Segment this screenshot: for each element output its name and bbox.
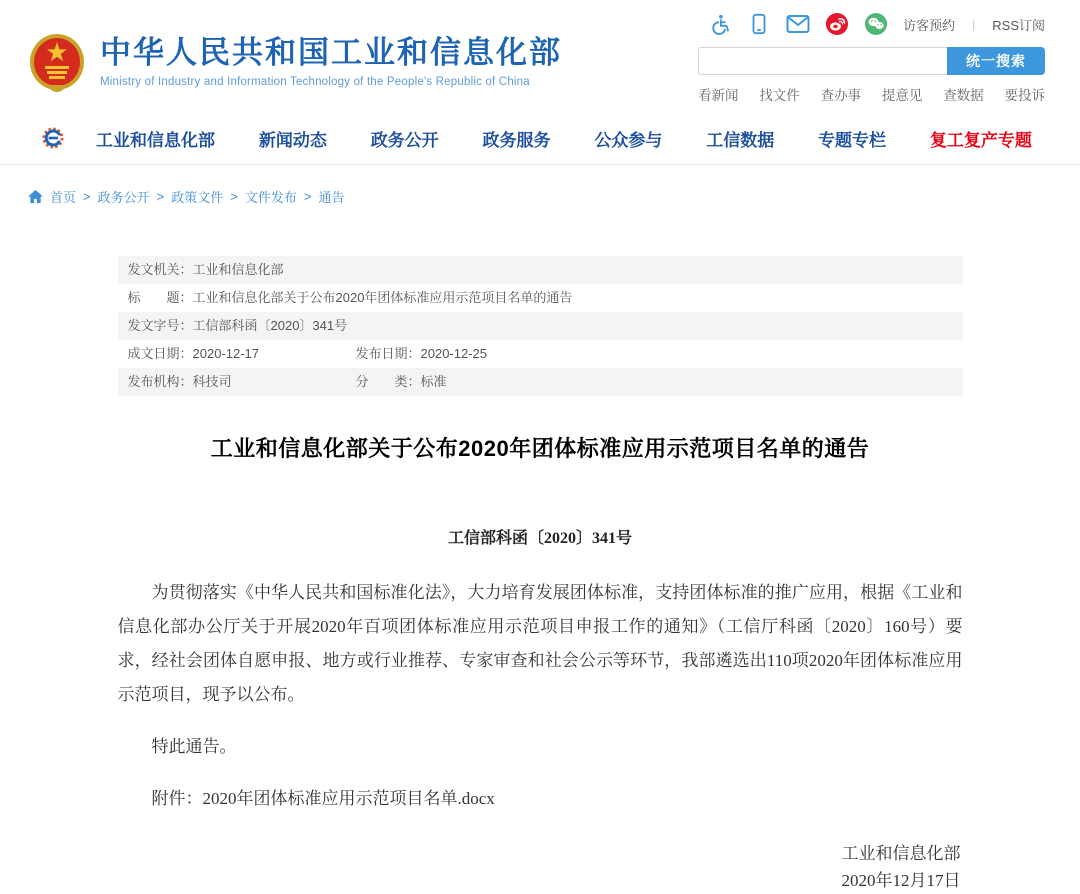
rss-subscribe-link[interactable]: RSS订阅 — [992, 17, 1045, 33]
mobile-icon[interactable] — [747, 12, 771, 36]
meta-value: 工业和信息化部关于公布2020年团体标准应用示范项目名单的通告 — [192, 290, 573, 305]
meta-row-issuing-authority — [118, 256, 963, 284]
breadcrumb-gov-disclosure[interactable]: 政务公开 — [97, 190, 150, 205]
breadcrumb-file-release[interactable]: 文件发布 — [244, 190, 297, 205]
search-input[interactable] — [698, 47, 947, 75]
document-meta-table — [118, 256, 963, 396]
breadcrumb-separator: > — [303, 189, 312, 204]
document-number: 工信部科函〔2020〕341号 — [447, 530, 632, 547]
meta-row-dates — [118, 340, 963, 368]
wechat-icon[interactable] — [864, 12, 888, 36]
weibo-icon[interactable] — [825, 12, 849, 36]
email-icon[interactable] — [786, 12, 810, 36]
nav-item-special-topics[interactable]: 专题专栏 — [818, 130, 887, 150]
signature-date: 2020年12月17日 — [841, 871, 961, 890]
breadcrumb-separator: > — [230, 189, 238, 204]
site-title: 中华人民共和国工业和信息化部 — [100, 35, 562, 70]
signature-org: 工业和信息化部 — [841, 844, 961, 863]
meta-label: 分 类： — [355, 374, 421, 389]
breadcrumb-policy-files[interactable]: 政策文件 — [171, 190, 224, 205]
nav-item-gov-services[interactable]: 政务服务 — [482, 130, 551, 150]
visitor-appointment-link[interactable]: 访客预约 — [903, 17, 956, 33]
site-logo-block[interactable] — [28, 33, 562, 95]
meta-row-title — [118, 284, 963, 312]
breadcrumb-home[interactable]: 首页 — [50, 190, 77, 205]
nav-item-gov-disclosure[interactable]: 政务公开 — [370, 130, 439, 150]
meta-label: 发布机构： — [127, 374, 193, 389]
quick-link-files[interactable]: 找文件 — [759, 88, 800, 103]
meta-label: 发布日期： — [355, 346, 421, 361]
breadcrumb — [28, 187, 1080, 206]
breadcrumb-notice[interactable]: 通告 — [318, 190, 345, 205]
meta-label: 标 题： — [127, 290, 193, 305]
nav-item-miit-data[interactable]: 工信数据 — [706, 130, 775, 150]
attachment-label: 附件： — [151, 789, 203, 808]
quick-link-news[interactable]: 看新闻 — [698, 88, 739, 103]
top-links-divider: | — [972, 17, 976, 31]
quick-link-services[interactable]: 查办事 — [820, 88, 862, 103]
breadcrumb-separator: > — [83, 189, 91, 204]
meta-label: 发文字号： — [127, 318, 193, 333]
site-header — [0, 0, 1080, 112]
meta-value: 工信部科函〔2020〕341号 — [192, 318, 348, 333]
breadcrumb-separator: > — [156, 189, 165, 204]
document-paragraph-closing: 特此通告。 — [151, 737, 237, 756]
accessibility-icon[interactable] — [708, 12, 732, 36]
meta-row-doc-number — [118, 312, 963, 340]
attachment-file-link[interactable]: 2020年团体标准应用示范项目名单.docx — [202, 789, 495, 808]
meta-value: 2020-12-25 — [420, 346, 488, 361]
document-title: 工业和信息化部关于公布2020年团体标准应用示范项目名单的通告 — [210, 436, 870, 461]
meta-value: 科技司 — [192, 374, 232, 389]
meta-label: 成文日期： — [127, 346, 193, 361]
nav-item-news[interactable]: 新闻动态 — [258, 130, 327, 150]
main-nav — [0, 112, 1080, 165]
search-bar — [698, 47, 1045, 75]
signature-block — [118, 840, 963, 894]
quick-links-bar — [698, 84, 1045, 104]
document-content — [118, 256, 963, 894]
document-paragraph: 为贯彻落实《中华人民共和国标准化法》，大力培育发展团体标准，支持团体标准的推广应用，根据《工业和信息化部办公厅关于开展2020年百项团体标准应用示范项目申报工作的通知》（工信厅科函〔2020〕160号）要求，经社会团体自愿申报、地方或行业推荐、专家审查和社会公示等环节，我部遴选出110项2020年团体标准应用示范项目，现予以公布。 — [117, 583, 963, 704]
gear-e-logo-icon — [40, 125, 66, 151]
nav-item-miit[interactable]: 工业和信息化部 — [96, 130, 215, 150]
nav-item-public-participation[interactable]: 公众参与 — [594, 130, 663, 150]
quick-link-complaints[interactable]: 要投诉 — [1004, 88, 1045, 103]
national-emblem-icon — [28, 33, 86, 95]
meta-row-publisher-category — [118, 368, 963, 396]
meta-value: 标准 — [420, 374, 447, 389]
meta-label: 发文机关： — [127, 262, 193, 277]
meta-value: 2020-12-17 — [192, 346, 260, 361]
top-utility-bar — [698, 8, 1045, 40]
unified-search-button[interactable]: 统一搜索 — [947, 47, 1045, 75]
home-icon[interactable] — [28, 190, 43, 204]
nav-item-work-resumption[interactable]: 复工复产专题 — [929, 130, 1032, 150]
site-subtitle: Ministry of Industry and Information Technology of the People's Republic of China — [100, 76, 530, 88]
meta-value: 工业和信息化部 — [192, 262, 284, 277]
attachment-row — [118, 782, 963, 816]
quick-link-data[interactable]: 查数据 — [943, 88, 984, 103]
quick-link-suggestions[interactable]: 提意见 — [881, 88, 923, 103]
